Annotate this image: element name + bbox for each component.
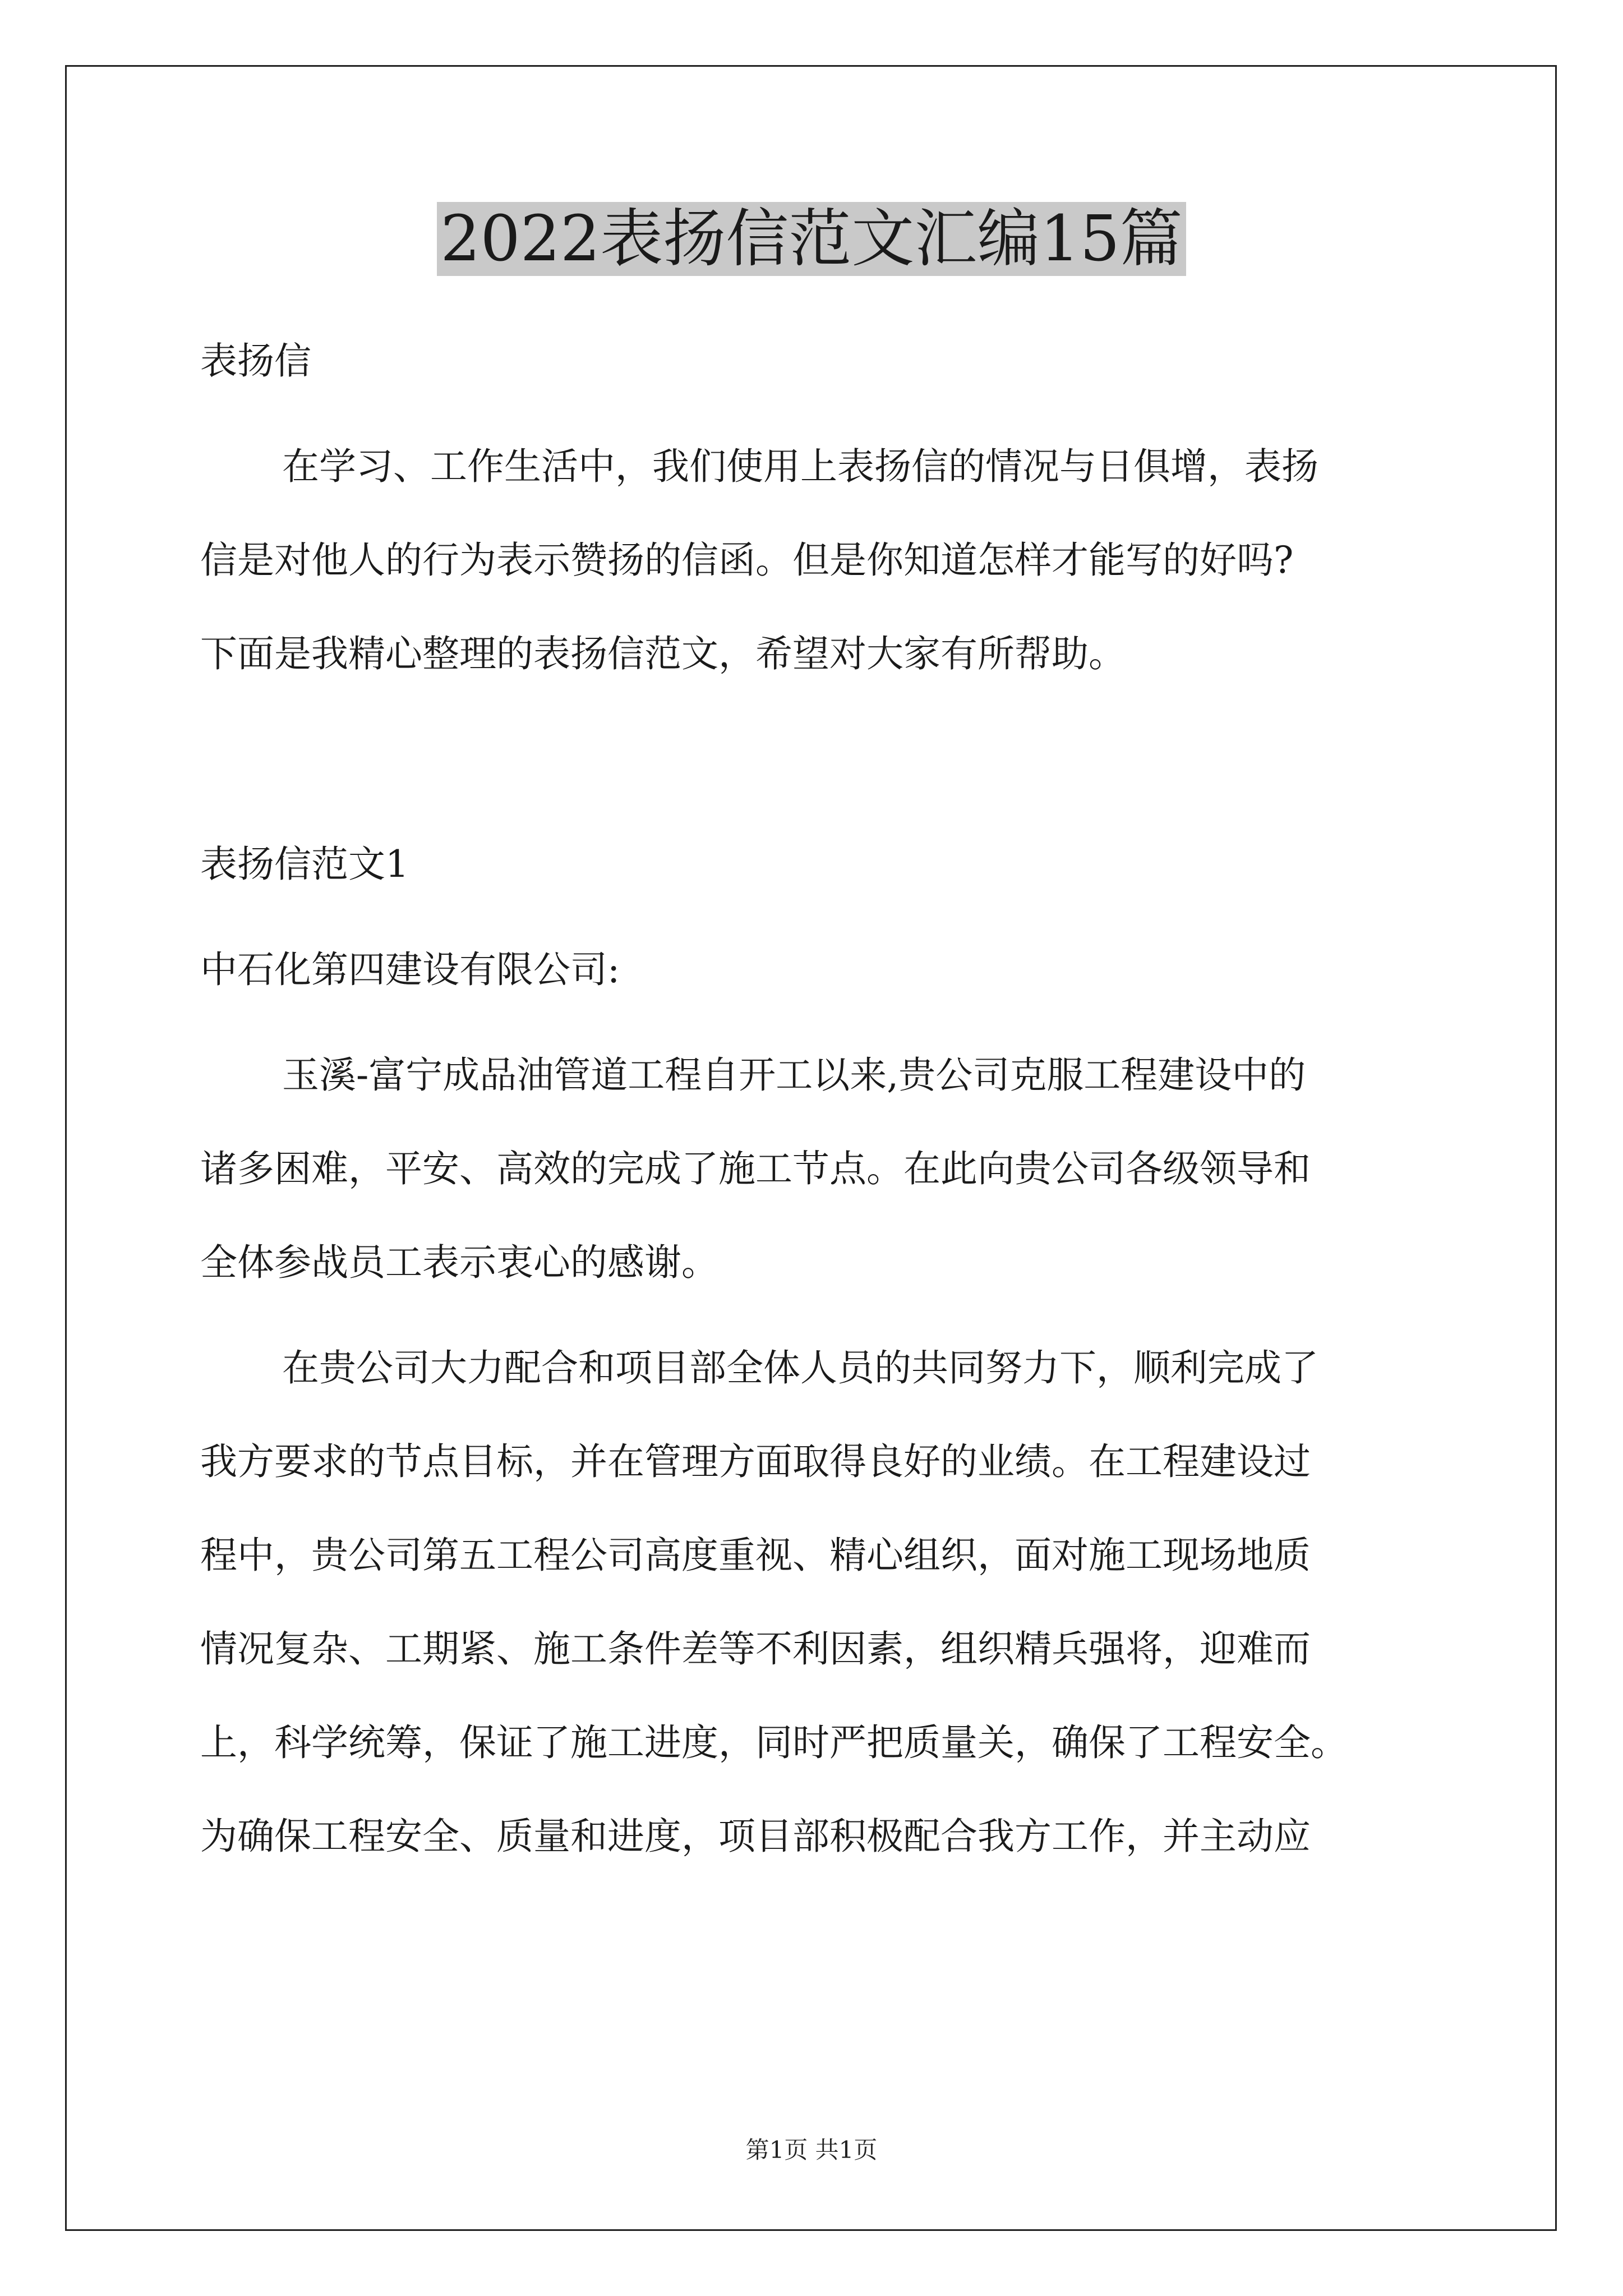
document-title: 2022表扬信范文汇编15篇: [437, 202, 1186, 276]
paragraph-line: 上，科学统筹，保证了施工进度，同时严把质量关，确保了工程安全。: [200, 1721, 1348, 1764]
paragraph-line: 玉溪-富宁成品油管道工程自开工以来,贵公司克服工程建设中的: [282, 1053, 1306, 1097]
intro-line: 下面是我精心整理的表扬信范文，希望对大家有所帮助。: [200, 632, 1126, 675]
paragraph-line: 全体参战员工表示衷心的感谢。: [200, 1241, 718, 1284]
paragraph-line: 程中，贵公司第五工程公司高度重视、精心组织，面对施工现场地质: [200, 1534, 1311, 1577]
document-title-container: [0, 202, 1623, 276]
page-footer: 第1页 共1页: [745, 2136, 878, 2164]
salutation: 中石化第四建设有限公司:: [200, 948, 620, 991]
document-body: [200, 314, 1440, 1895]
section-heading: 表扬信: [200, 339, 311, 383]
paragraph-line: 情况复杂、工期紧、施工条件差等不利因素，组织精兵强将，迎难而: [200, 1627, 1311, 1671]
intro-line: 在学习、工作生活中，我们使用上表扬信的情况与日俱增，表扬: [282, 445, 1318, 488]
intro-paragraph: [200, 420, 1440, 701]
blank-gap: [200, 712, 1440, 817]
body-paragraph-2: [200, 1321, 1440, 1883]
intro-line: 信是对他人的行为表示赞扬的信函。但是你知道怎样才能写的好吗?: [200, 539, 1294, 582]
paragraph-line: 为确保工程安全、质量和进度，项目部积极配合我方工作，并主动应: [200, 1815, 1311, 1858]
paragraph-line: 诸多困难，平安、高效的完成了施工节点。在此向贵公司各级领导和: [200, 1147, 1311, 1190]
paragraph-line: 我方要求的节点目标，并在管理方面取得良好的业绩。在工程建设过: [200, 1440, 1311, 1483]
paragraph-line: 在贵公司大力配合和项目部全体人员的共同努力下，顺利完成了: [282, 1346, 1318, 1389]
sample-heading: 表扬信范文1: [200, 843, 409, 886]
body-paragraph-1: [200, 1028, 1440, 1309]
